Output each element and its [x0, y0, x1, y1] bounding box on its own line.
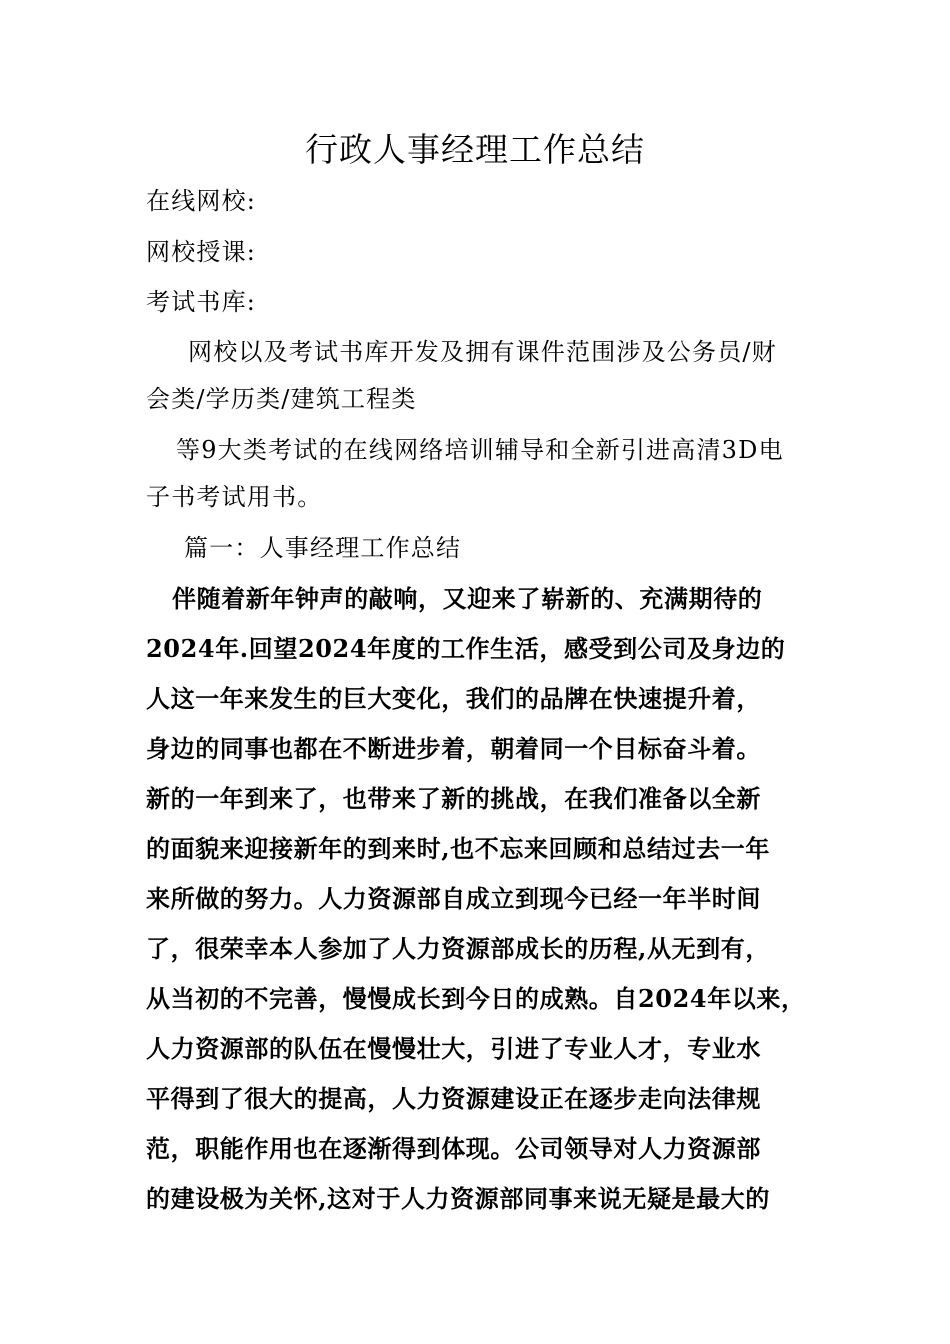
- section-heading: 篇一：人事经理工作总结: [184, 534, 462, 562]
- body-line: 从当初的不完善，慢慢成长到今日的成熟。自2024年以来，: [146, 984, 806, 1013]
- body-line: 人力资源部的队伍在慢慢壮大，引进了专业人才，专业水: [146, 1034, 761, 1063]
- label-school-teaching: 网校授课:: [146, 238, 257, 266]
- document-title: 行政人事经理工作总结: [305, 130, 645, 169]
- body-line: 了，很荣幸本人参加了人力资源部成长的历程,从无到有，: [146, 934, 770, 963]
- body-line: 平得到了很大的提高，人力资源建设正在逐步走向法律规: [146, 1084, 761, 1113]
- body-line: 伴随着新年钟声的敲响，又迎来了崭新的、充满期待的: [172, 584, 763, 613]
- intro-line: 网校以及考试书库开发及拥有课件范围涉及公务员/财: [188, 338, 777, 366]
- intro-line: 等9大类考试的在线网络培训辅导和全新引进高清3D电: [176, 436, 784, 464]
- body-line: 的建设极为关怀,这对于人力资源部同事来说无疑是最大的: [146, 1184, 770, 1213]
- body-line: 的面貌来迎接新年的到来时,也不忘来回顾和总结过去一年: [146, 834, 770, 863]
- label-online-school: 在线网校:: [146, 187, 257, 215]
- body-line: 新的一年到来了，也带来了新的挑战，在我们准备以全新: [146, 784, 761, 813]
- body-line: 人这一年来发生的巨大变化，我们的品牌在快速提升着，: [146, 684, 761, 713]
- body-line: 范，职能作用也在逐渐得到体现。公司领导对人力资源部: [146, 1134, 761, 1163]
- body-line: 来所做的努力。人力资源部自成立到现今已经一年半时间: [146, 884, 761, 913]
- intro-line: 子书考试用书。: [146, 483, 323, 511]
- body-line: 身边的同事也都在不断进步着，朝着同一个目标奋斗着。: [146, 734, 761, 763]
- intro-line: 会类/学历类/建筑工程类: [146, 385, 417, 413]
- label-exam-library: 考试书库:: [146, 288, 257, 316]
- body-line: 2024年.回望2024年度的工作生活，感受到公司及身边的: [146, 634, 786, 663]
